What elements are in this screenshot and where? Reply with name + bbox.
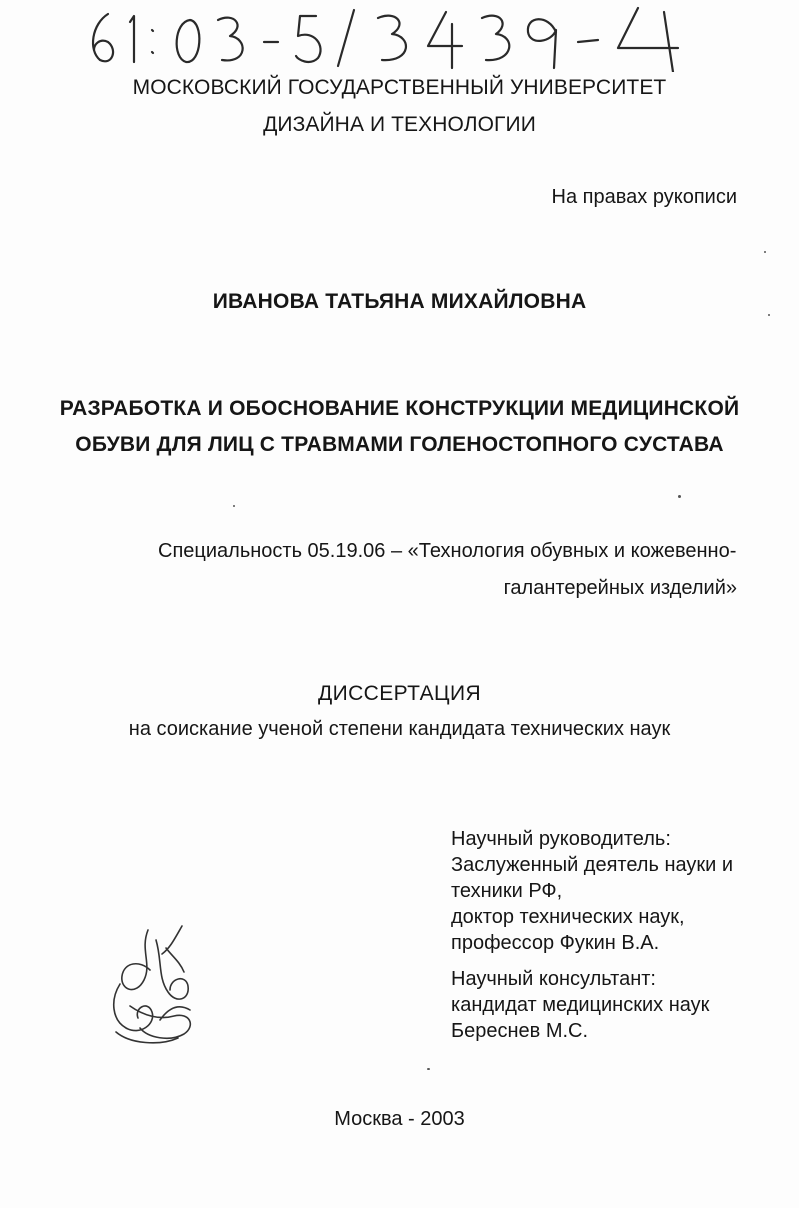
- specialty-line1: Специальность 05.19.06 – «Технология обувных и кожевенно-: [158, 540, 737, 562]
- city-year: Москва - 2003: [334, 1108, 465, 1130]
- consultant-line: кандидат медицинских наук: [451, 994, 710, 1016]
- supervisor-line: профессор Фукин В.А.: [451, 932, 660, 954]
- consultant-heading: Научный консультант:: [451, 968, 656, 990]
- university-name-line1: МОСКОВСКИЙ ГОСУДАРСТВЕННЫЙ УНИВЕРСИТЕТ: [132, 76, 667, 99]
- university-name-line2: ДИЗАЙНА И ТЕХНОЛОГИИ: [263, 113, 536, 136]
- consultant-line: Береснев М.С.: [451, 1020, 589, 1042]
- supervisor-line: доктор технических наук,: [451, 906, 685, 928]
- supervisor-block: [451, 826, 733, 956]
- scan-speck: [764, 251, 766, 253]
- handwritten-archive-code: [78, 2, 738, 72]
- scan-speck: [678, 495, 681, 498]
- scan-speck: [427, 1068, 430, 1070]
- supervisor-heading: Научный руководитель:: [451, 828, 671, 850]
- consultant-block: [451, 966, 709, 1044]
- dissertation-title-line1: РАЗРАБОТКА И ОБОСНОВАНИЕ КОНСТРУКЦИИ МЕДИЦИНСКОЙ: [59, 397, 740, 420]
- specialty-line2: галантерейных изделий»: [503, 577, 737, 599]
- degree-line: на соискание ученой степени кандидата технических наук: [128, 718, 671, 740]
- dissertation-title-line2: ОБУВИ ДЛЯ ЛИЦ С ТРАВМАМИ ГОЛЕНОСТОПНОГО СУСТАВА: [75, 433, 724, 456]
- document-type: ДИССЕРТАЦИЯ: [317, 682, 482, 705]
- scan-speck: [768, 314, 770, 316]
- supervisor-line: Заслуженный деятель науки и: [451, 854, 734, 876]
- author-name: ИВАНОВА ТАТЬЯНА МИХАЙЛОВНА: [212, 290, 587, 313]
- signature: [100, 920, 220, 1050]
- supervisor-line: техники РФ,: [451, 880, 563, 902]
- rights-note: На правах рукописи: [551, 186, 737, 208]
- scan-speck: [233, 505, 235, 507]
